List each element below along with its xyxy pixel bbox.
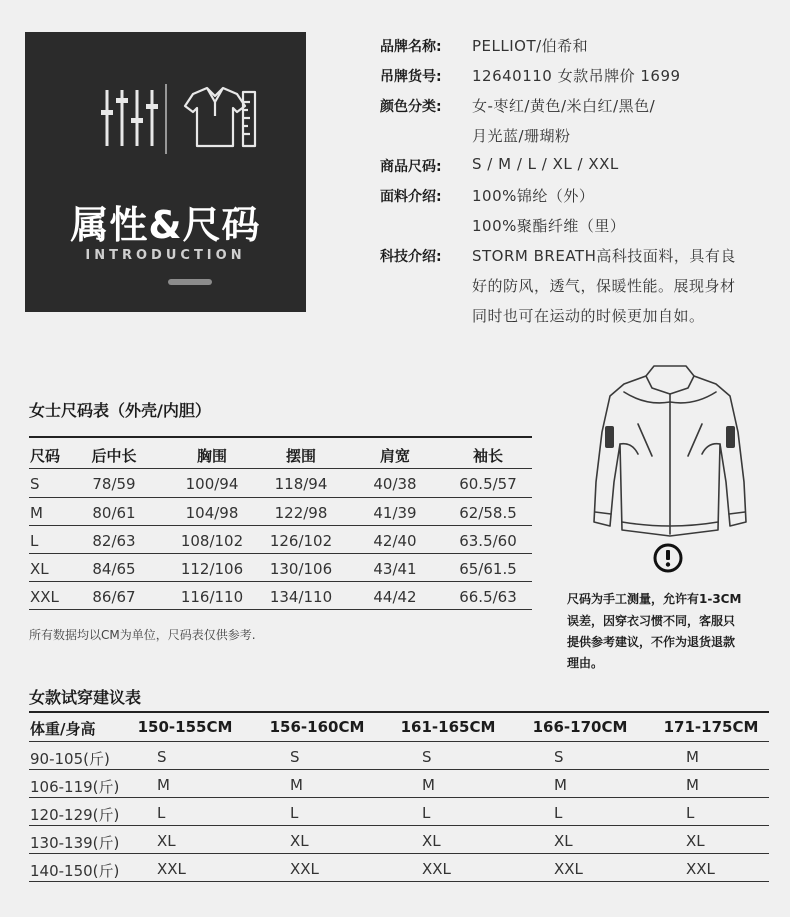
fit-table-cell: L: [554, 804, 563, 822]
fit-table-cell: M: [554, 776, 567, 794]
size-table-cell: 60.5/57: [459, 475, 517, 493]
attr-value-tech-3: 同时也可在运动的时候更加自如。: [472, 307, 705, 325]
attr-label-brand: 品牌名称:: [380, 39, 442, 55]
intro-accent-bar: [168, 279, 212, 285]
intro-card: [25, 32, 306, 312]
warning-line: 误差，因穿衣习惯不同，客服只: [567, 614, 736, 628]
attr-label-sizes: 商品尺码:: [380, 159, 442, 175]
size-table-cell: 100/94: [185, 475, 239, 493]
size-table-row-rule: [29, 497, 532, 498]
size-table-cell: 118/94: [274, 475, 328, 493]
size-table-cell: 122/98: [274, 504, 328, 522]
fit-table-cell: S: [290, 748, 300, 766]
fit-table-cell: S: [554, 748, 564, 766]
size-table-cell: 62/58.5: [459, 504, 517, 522]
size-table-row-rule: [29, 525, 532, 526]
size-table-header-cell: 摆围: [285, 447, 316, 465]
fit-table-cell: L: [422, 804, 431, 822]
size-table-cell: 78/59: [92, 475, 136, 493]
fit-table-cell: M: [422, 776, 435, 794]
size-table-cell: 41/39: [373, 504, 417, 522]
fit-table-cell: M: [686, 748, 699, 766]
size-table-cell: 84/65: [92, 560, 136, 578]
fit-table-bottom-rule: [29, 881, 769, 882]
attr-value-sku: 12640110 女款吊牌价 1699: [472, 67, 681, 85]
attr-value-tech-2: 好的防风，透气，保暖性能。展现身材: [472, 277, 736, 295]
size-table-cell: 66.5/63: [459, 588, 517, 606]
fit-table-row-rule: [29, 769, 769, 770]
attr-value-colors-2: 月光蓝/珊瑚粉: [472, 127, 571, 145]
size-table-cell: 42/40: [373, 532, 417, 550]
size-table-row-rule: [29, 581, 532, 582]
fit-table-row-rule: [29, 825, 769, 826]
size-table-cell: 126/102: [269, 532, 333, 550]
attr-value-colors-1: 女-枣红/黄色/米白红/黑色/: [472, 97, 656, 115]
attr-value-fabric-1: 100%锦纶（外）: [472, 187, 595, 205]
size-table-header-cell: 尺码: [30, 447, 61, 465]
attr-label-colors: 颜色分类:: [380, 99, 442, 115]
fit-table-cell: L: [157, 804, 166, 822]
fit-table-cell: S: [422, 748, 432, 766]
fit-table-cell: XXL: [422, 860, 451, 878]
attr-label-fabric: 面料介绍:: [380, 189, 442, 205]
shirt-ruler-icon: [185, 88, 255, 146]
size-table-header-cell: 肩宽: [379, 447, 410, 465]
fit-table-cell: M: [686, 776, 699, 794]
size-table-bottom-rule: [29, 609, 532, 610]
fit-table-cell: XXL: [157, 860, 186, 878]
fit-table-cell: XXL: [554, 860, 583, 878]
size-table-header-cell: 后中长: [91, 447, 137, 465]
fit-table-cell: L: [290, 804, 299, 822]
fit-table-cell: 120-129(斤): [30, 806, 120, 824]
size-table-header-cell: 胸围: [196, 447, 227, 465]
intro-title: 属性&尺码: [70, 203, 261, 247]
fit-table-header-cell: 体重/身高: [30, 720, 96, 738]
size-table-cell: 44/42: [373, 588, 417, 606]
attr-label-tech: 科技介绍:: [380, 249, 442, 265]
size-table-cell: 43/41: [373, 560, 417, 578]
jacket-illustration: [580, 362, 760, 542]
warning-line: 尺码为手工测量，允许有1-3CM: [567, 592, 742, 606]
attr-label-sku: 吊牌货号:: [380, 69, 442, 85]
size-table-header-cell: 袖长: [472, 447, 503, 465]
fit-table-cell: 140-150(斤): [30, 862, 120, 880]
size-table-cell: L: [30, 532, 39, 550]
size-table-cell: 86/67: [92, 588, 136, 606]
attr-value-brand: PELLIOT/伯希和: [472, 37, 589, 55]
fit-table-header-rule: [29, 741, 769, 742]
size-table-note: 所有数据均以CM为单位，尺码表仅供参考.: [29, 628, 256, 642]
size-table-cell: 40/38: [373, 475, 417, 493]
fit-table-cell: XXL: [290, 860, 319, 878]
size-table-cell: XL: [30, 560, 49, 578]
fit-table-cell: S: [157, 748, 167, 766]
fit-table-header-cell: 156-160CM: [269, 718, 365, 736]
size-table-title: 女士尺码表（外壳/内胆）: [29, 401, 211, 420]
size-table-cell: S: [30, 475, 40, 493]
fit-table-row-rule: [29, 853, 769, 854]
warning-icon: [653, 543, 683, 573]
size-table-header-rule: [29, 468, 532, 469]
size-table-cell: 63.5/60: [459, 532, 517, 550]
intro-icons: [25, 84, 306, 154]
size-table-cell: 112/106: [180, 560, 244, 578]
fit-table-cell: XL: [290, 832, 309, 850]
fit-table-cell: M: [157, 776, 170, 794]
fit-table-cell: 106-119(斤): [30, 778, 120, 796]
fit-table-header-cell: 166-170CM: [532, 718, 628, 736]
attr-value-tech-1: STORM BREATH高科技面料，具有良: [472, 247, 736, 265]
fit-table-cell: XL: [422, 832, 441, 850]
warning-line: 理由。: [567, 656, 604, 670]
fit-table-header-cell: 150-155CM: [137, 718, 233, 736]
fit-table-cell: L: [686, 804, 695, 822]
fit-table-cell: XXL: [686, 860, 715, 878]
fit-table-cell: XL: [157, 832, 176, 850]
fit-table-header-cell: 171-175CM: [663, 718, 759, 736]
size-table-row-rule: [29, 553, 532, 554]
warning-line: 提供参考建议，不作为退货退款: [567, 635, 736, 649]
intro-subtitle: INTRODUCTION: [85, 248, 246, 263]
fit-table-cell: XL: [686, 832, 705, 850]
size-table-cell: 116/110: [180, 588, 244, 606]
size-table-cell: 65/61.5: [459, 560, 517, 578]
size-table-cell: 130/106: [269, 560, 333, 578]
size-table-cell: 80/61: [92, 504, 136, 522]
attr-value-sizes: S / M / L / XL / XXL: [472, 155, 619, 173]
size-table-cell: 134/110: [269, 588, 333, 606]
fit-table-cell: M: [290, 776, 303, 794]
sliders-icon: [101, 90, 158, 146]
fit-table-header-cell: 161-165CM: [400, 718, 496, 736]
fit-table-top-rule: [29, 711, 769, 713]
size-table-top-rule: [29, 436, 532, 438]
attr-value-fabric-2: 100%聚酯纤维（里）: [472, 217, 626, 235]
size-table-cell: 108/102: [180, 532, 244, 550]
size-table-cell: M: [30, 504, 43, 522]
size-table-cell: 82/63: [92, 532, 136, 550]
size-table-cell: 104/98: [185, 504, 239, 522]
fit-table-title: 女款试穿建议表: [29, 688, 142, 707]
fit-table-cell: 130-139(斤): [30, 834, 120, 852]
fit-table-row-rule: [29, 797, 769, 798]
fit-table-cell: 90-105(斤): [30, 750, 110, 768]
fit-table-cell: XL: [554, 832, 573, 850]
size-table-cell: XXL: [30, 588, 59, 606]
